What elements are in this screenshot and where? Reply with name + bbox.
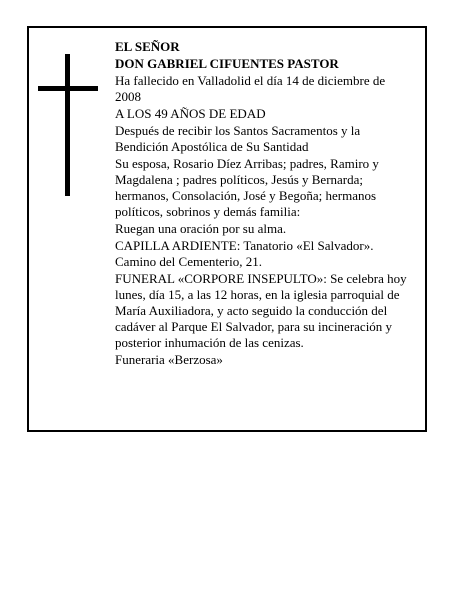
chapel-details: CAPILLA ARDIENTE: Tanatorio «El Salvador». Camino del Cementerio, 21.	[115, 238, 374, 269]
sacraments-statement: Después de recibir los Santos Sacramentos y la Bendición Apostólica de Su Santidad	[115, 123, 361, 154]
cross-vertical-bar	[65, 54, 70, 196]
latin-cross-icon	[38, 54, 98, 196]
age-statement: A LOS 49 AÑOS DE EDAD	[115, 106, 266, 121]
family-statement: Su esposa, Rosario Díez Arribas; padres, Ramiro y Magdalena ; padres políticos, Jesús y Bernarda; hermanos, Consolación, José y Begoña; hermanos políticos, sobrinos y demás familia:	[115, 156, 379, 219]
death-statement: Ha fallecido en Valladolid el día 14 de diciembre de 2008	[115, 73, 386, 104]
obituary-text	[115, 39, 413, 369]
funeral-details: FUNERAL «CORPORE INSEPULTO»: Se celebra hoy lunes, día 15, a las 12 horas, en la iglesia parroquial de María Auxiliadora, y acto seguido la conducción del cadáver al Parque El Salvador, para su incineración y posterior inhumación de las cenizas.	[115, 271, 407, 350]
notice-title-line-1: EL SEÑOR	[115, 39, 180, 54]
funeral-home: Funeraria «Berzosa»	[115, 352, 223, 367]
cross-horizontal-bar	[38, 86, 98, 91]
prayer-request: Ruegan una oración por su alma.	[115, 221, 287, 236]
deceased-name: DON GABRIEL CIFUENTES PASTOR	[115, 56, 339, 71]
